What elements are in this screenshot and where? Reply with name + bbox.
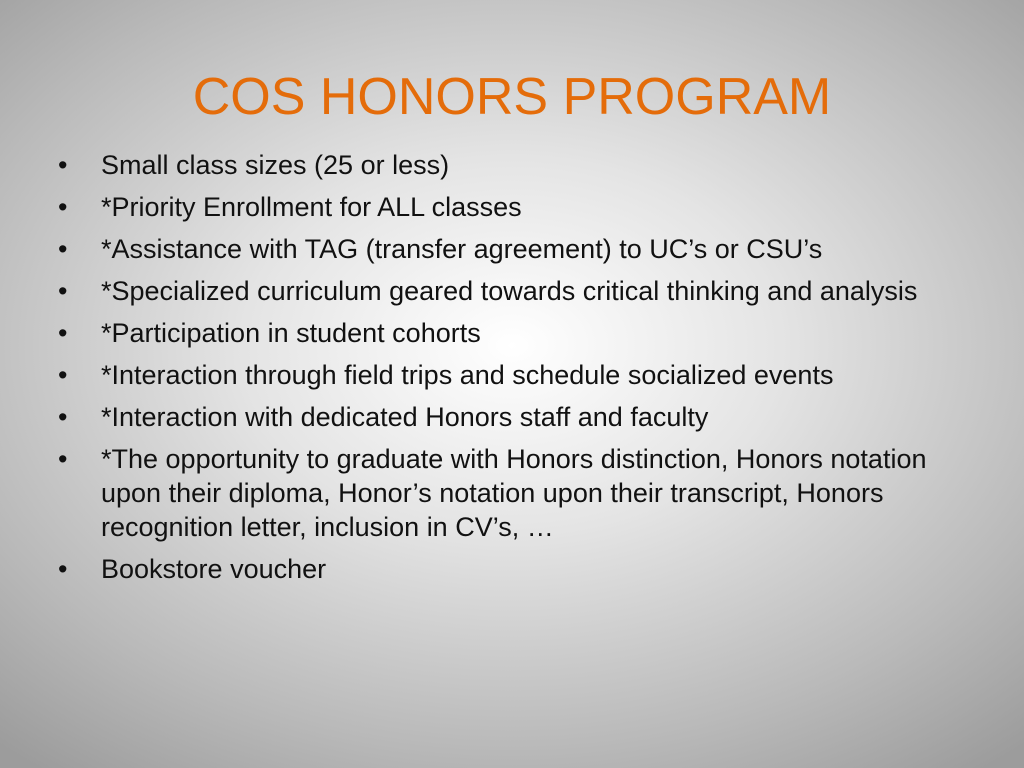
bullet-item	[58, 316, 968, 350]
bullet-icon: •	[58, 554, 68, 584]
bullet-icon: •	[58, 150, 68, 180]
bullet-text: *Specialized curriculum geared towards critical thinking and analysis	[101, 276, 918, 306]
bullet-icon: •	[58, 444, 68, 474]
bullet-item	[58, 442, 968, 544]
bullet-item	[58, 358, 968, 392]
bullet-text: *Participation in student cohorts	[101, 318, 481, 348]
bullet-icon: •	[58, 318, 68, 348]
bullet-text: *Priority Enrollment for ALL classes	[101, 192, 522, 222]
bullet-text: Bookstore voucher	[101, 554, 327, 584]
bullet-icon: •	[58, 402, 68, 432]
bullet-icon: •	[58, 234, 68, 264]
bullet-text: *Interaction through field trips and schedule socialized events	[101, 360, 834, 390]
bullet-icon: •	[58, 192, 68, 222]
bullet-item	[58, 190, 968, 224]
bullet-item	[58, 400, 968, 434]
bullet-text: *Interaction with dedicated Honors staff and faculty	[101, 402, 709, 432]
bullet-item	[58, 148, 968, 182]
slide-title: COS HONORS PROGRAM	[192, 68, 832, 126]
bullet-item	[58, 274, 968, 308]
bullet-icon: •	[58, 360, 68, 390]
bullet-text: Small class sizes (25 or less)	[101, 150, 450, 180]
bullet-list	[58, 148, 968, 594]
bullet-text: *The opportunity to graduate with Honors distinction, Honors notation upon their diploma, Honor’s notation upon their transcript, Honors recognition letter, inclusion in CV’s, …	[101, 444, 927, 542]
bullet-item	[58, 552, 968, 586]
bullet-item	[58, 232, 968, 266]
bullet-text: *Assistance with TAG (transfer agreement) to UC’s or CSU’s	[101, 234, 823, 264]
bullet-icon: •	[58, 276, 68, 306]
